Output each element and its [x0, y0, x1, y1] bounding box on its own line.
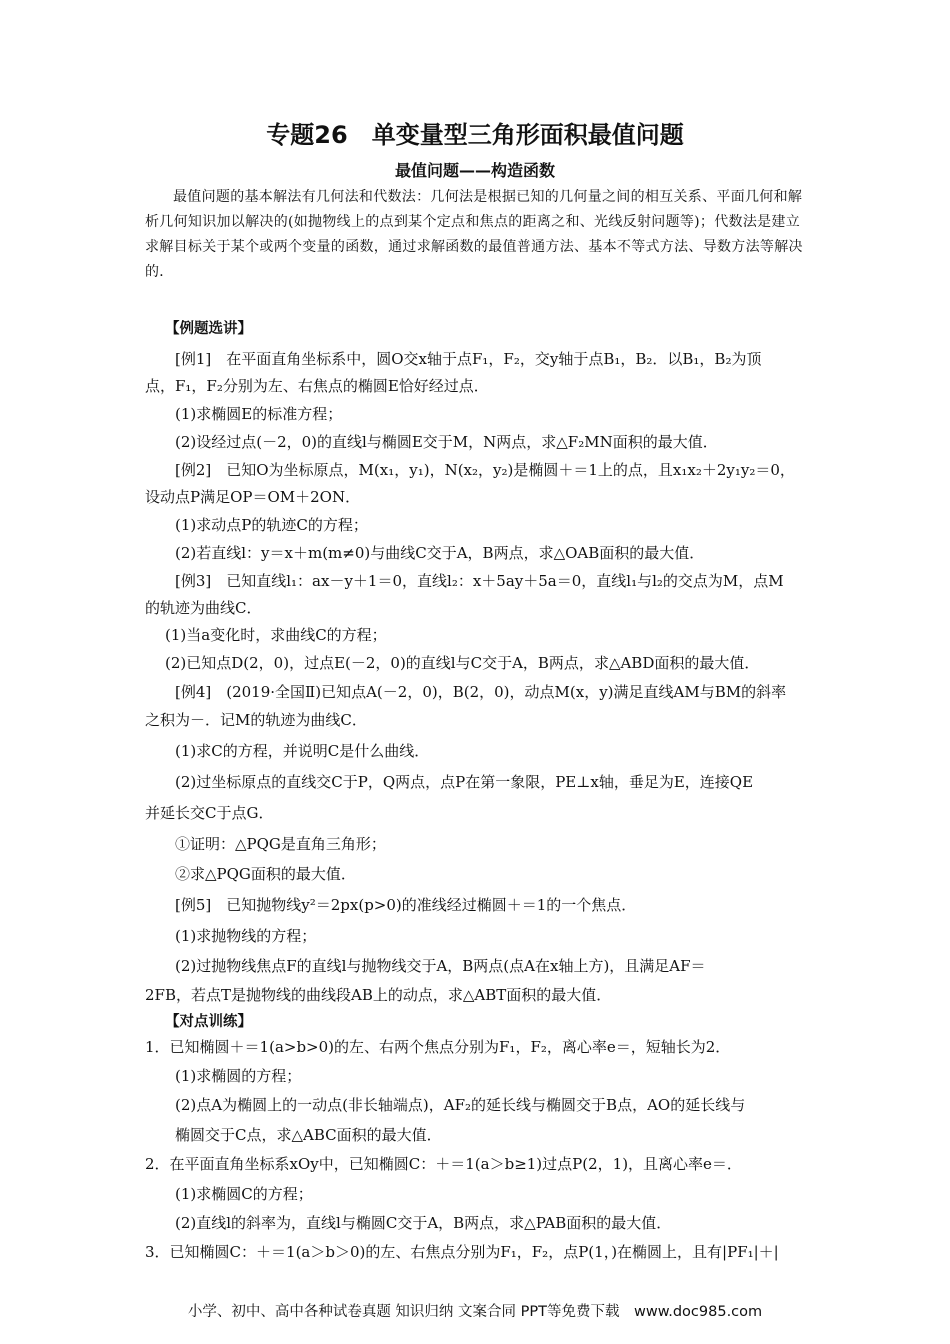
- example-1-part-2: (2)设经过点(－2，0)的直线l与椭圆E交于M，N两点，求△F₂MN面积的最大值．: [175, 433, 718, 451]
- exercise-2-line-1: 2．在平面直角坐标系xOy中，已知椭圆C：＋＝1(a＞b≥1)过点P(2，1)，且离心率e＝．: [145, 1155, 742, 1173]
- exercise-2-part-2: (2)直线l的斜率为，直线l与椭圆C交于A，B两点，求△PAB面积的最大值．: [175, 1214, 672, 1232]
- example-3-part-2: (2)已知点D(2，0)，过点E(－2，0)的直线l与C交于A，B两点，求△ABD面积的最大值．: [165, 654, 760, 672]
- example-2-line-1: [例2] 已知O为坐标原点，M(x₁，y₁)，N(x₂，y₂)是椭圆＋＝1上的点，且x₁x₂＋2y₁y₂＝0，: [175, 461, 795, 479]
- exercise-3-line-1: 3．已知椭圆C：＋＝1(a＞b＞0)的左、右焦点分别为F₁，F₂，点P(1，)在椭圆上，且有|PF₁|＋|: [145, 1243, 779, 1261]
- example-5-line-1: [例5] 已知抛物线y²＝2px(p>0)的准线经过椭圆＋＝1的一个焦点．: [175, 896, 637, 914]
- example-4-line-2: 之积为－．记M的轨迹为曲线C．: [145, 711, 367, 729]
- example-1-part-1: (1)求椭圆E的标准方程；: [175, 405, 343, 423]
- intro-paragraph: 最值问题的基本解法有几何法和代数法：几何法是根据已知的几何量之间的相互关系、平面几何和解析几何知识加以解决的(如抛物线上的点到某个定点和焦点的距离之和、光线反射问题等)；代数法是建立求解目标关于某个或两个变量的函数，通过求解函数的最值普通方法、基本不等式方法、导数方法等解决的．: [145, 189, 803, 280]
- example-4-part-2-sub-2: ②求△PQG面积的最大值．: [175, 865, 356, 883]
- exercise-1-part-1: (1)求椭圆的方程；: [175, 1067, 302, 1085]
- page-footer: 小学、初中、高中各种试卷真题 知识归纳 文案合同 PPT等免费下载 www.doc985.com: [187, 1304, 763, 1320]
- example-3-part-1: (1)当a变化时，求曲线C的方程；: [165, 626, 387, 644]
- example-3-line-2: 的轨迹为曲线C．: [145, 599, 262, 617]
- page-subtitle: 最值问题——构造函数: [394, 161, 555, 180]
- example-5-part-2-line-2: 2FB，若点T是抛物线的曲线段AB上的动点，求△ABT面积的最大值．: [145, 986, 612, 1004]
- example-4-part-2-line-1: (2)过坐标原点的直线交C于P，Q两点，点P在第一象限，PE⊥x轴，垂足为E，连接QE: [175, 773, 754, 791]
- example-2-part-1: (1)求动点P的轨迹C的方程；: [175, 516, 368, 534]
- example-5-part-1: (1)求抛物线的方程；: [175, 927, 317, 945]
- example-2-part-2: (2)若直线l：y＝x＋m(m≠0)与曲线C交于A，B两点，求△OAB面积的最大值．: [175, 544, 705, 562]
- exercise-1-part-2-line-2: 椭圆交于C点，求△ABC面积的最大值．: [175, 1126, 442, 1144]
- example-4-part-2-sub-1: ①证明：△PQG是直角三角形；: [175, 835, 386, 853]
- exercise-1-part-2-line-1: (2)点A为椭圆上的一动点(非长轴端点)，AF₂的延长线与椭圆交于B点，AO的延长线与: [175, 1096, 746, 1114]
- section-heading-practice: 【对点训练】: [165, 1014, 252, 1030]
- example-4-part-2-line-2: 并延长交C于点G．: [145, 804, 274, 822]
- example-2-line-2: 设动点P满足OP＝OM＋2ON．: [145, 488, 361, 506]
- example-1-line-1: [例1] 在平面直角坐标系中，圆O交x轴于点F₁，F₂，交y轴于点B₁，B₂．以B₁，B₂为顶: [175, 350, 762, 368]
- example-5-part-2-line-1: (2)过抛物线焦点F的直线l与抛物线交于A，B两点(点A在x轴上方)，且满足AF＝: [175, 957, 706, 975]
- page-title: 专题26 单变量型三角形面积最值问题: [266, 121, 684, 149]
- section-heading-examples: 【例题选讲】: [165, 321, 252, 337]
- example-1-line-2: 点，F₁，F₂分别为左、右焦点的椭圆E恰好经过点．: [145, 377, 489, 395]
- example-4-line-1: [例4] (2019·全国Ⅱ)已知点A(－2，0)，B(2，0)，动点M(x，y)满足直线AM与BM的斜率: [175, 683, 787, 701]
- exercise-1-line-1: 1．已知椭圆＋＝1(a>b>0)的左、右两个焦点分别为F₁，F₂，离心率e＝，短轴长为2．: [145, 1038, 731, 1056]
- example-4-part-1: (1)求C的方程，并说明C是什么曲线．: [175, 742, 430, 760]
- example-3-line-1: [例3] 已知直线l₁：ax－y＋1＝0，直线l₂：x＋5ay＋5a＝0，直线l₁与l₂的交点为M，点M: [175, 572, 784, 590]
- exercise-2-part-1: (1)求椭圆C的方程；: [175, 1185, 313, 1203]
